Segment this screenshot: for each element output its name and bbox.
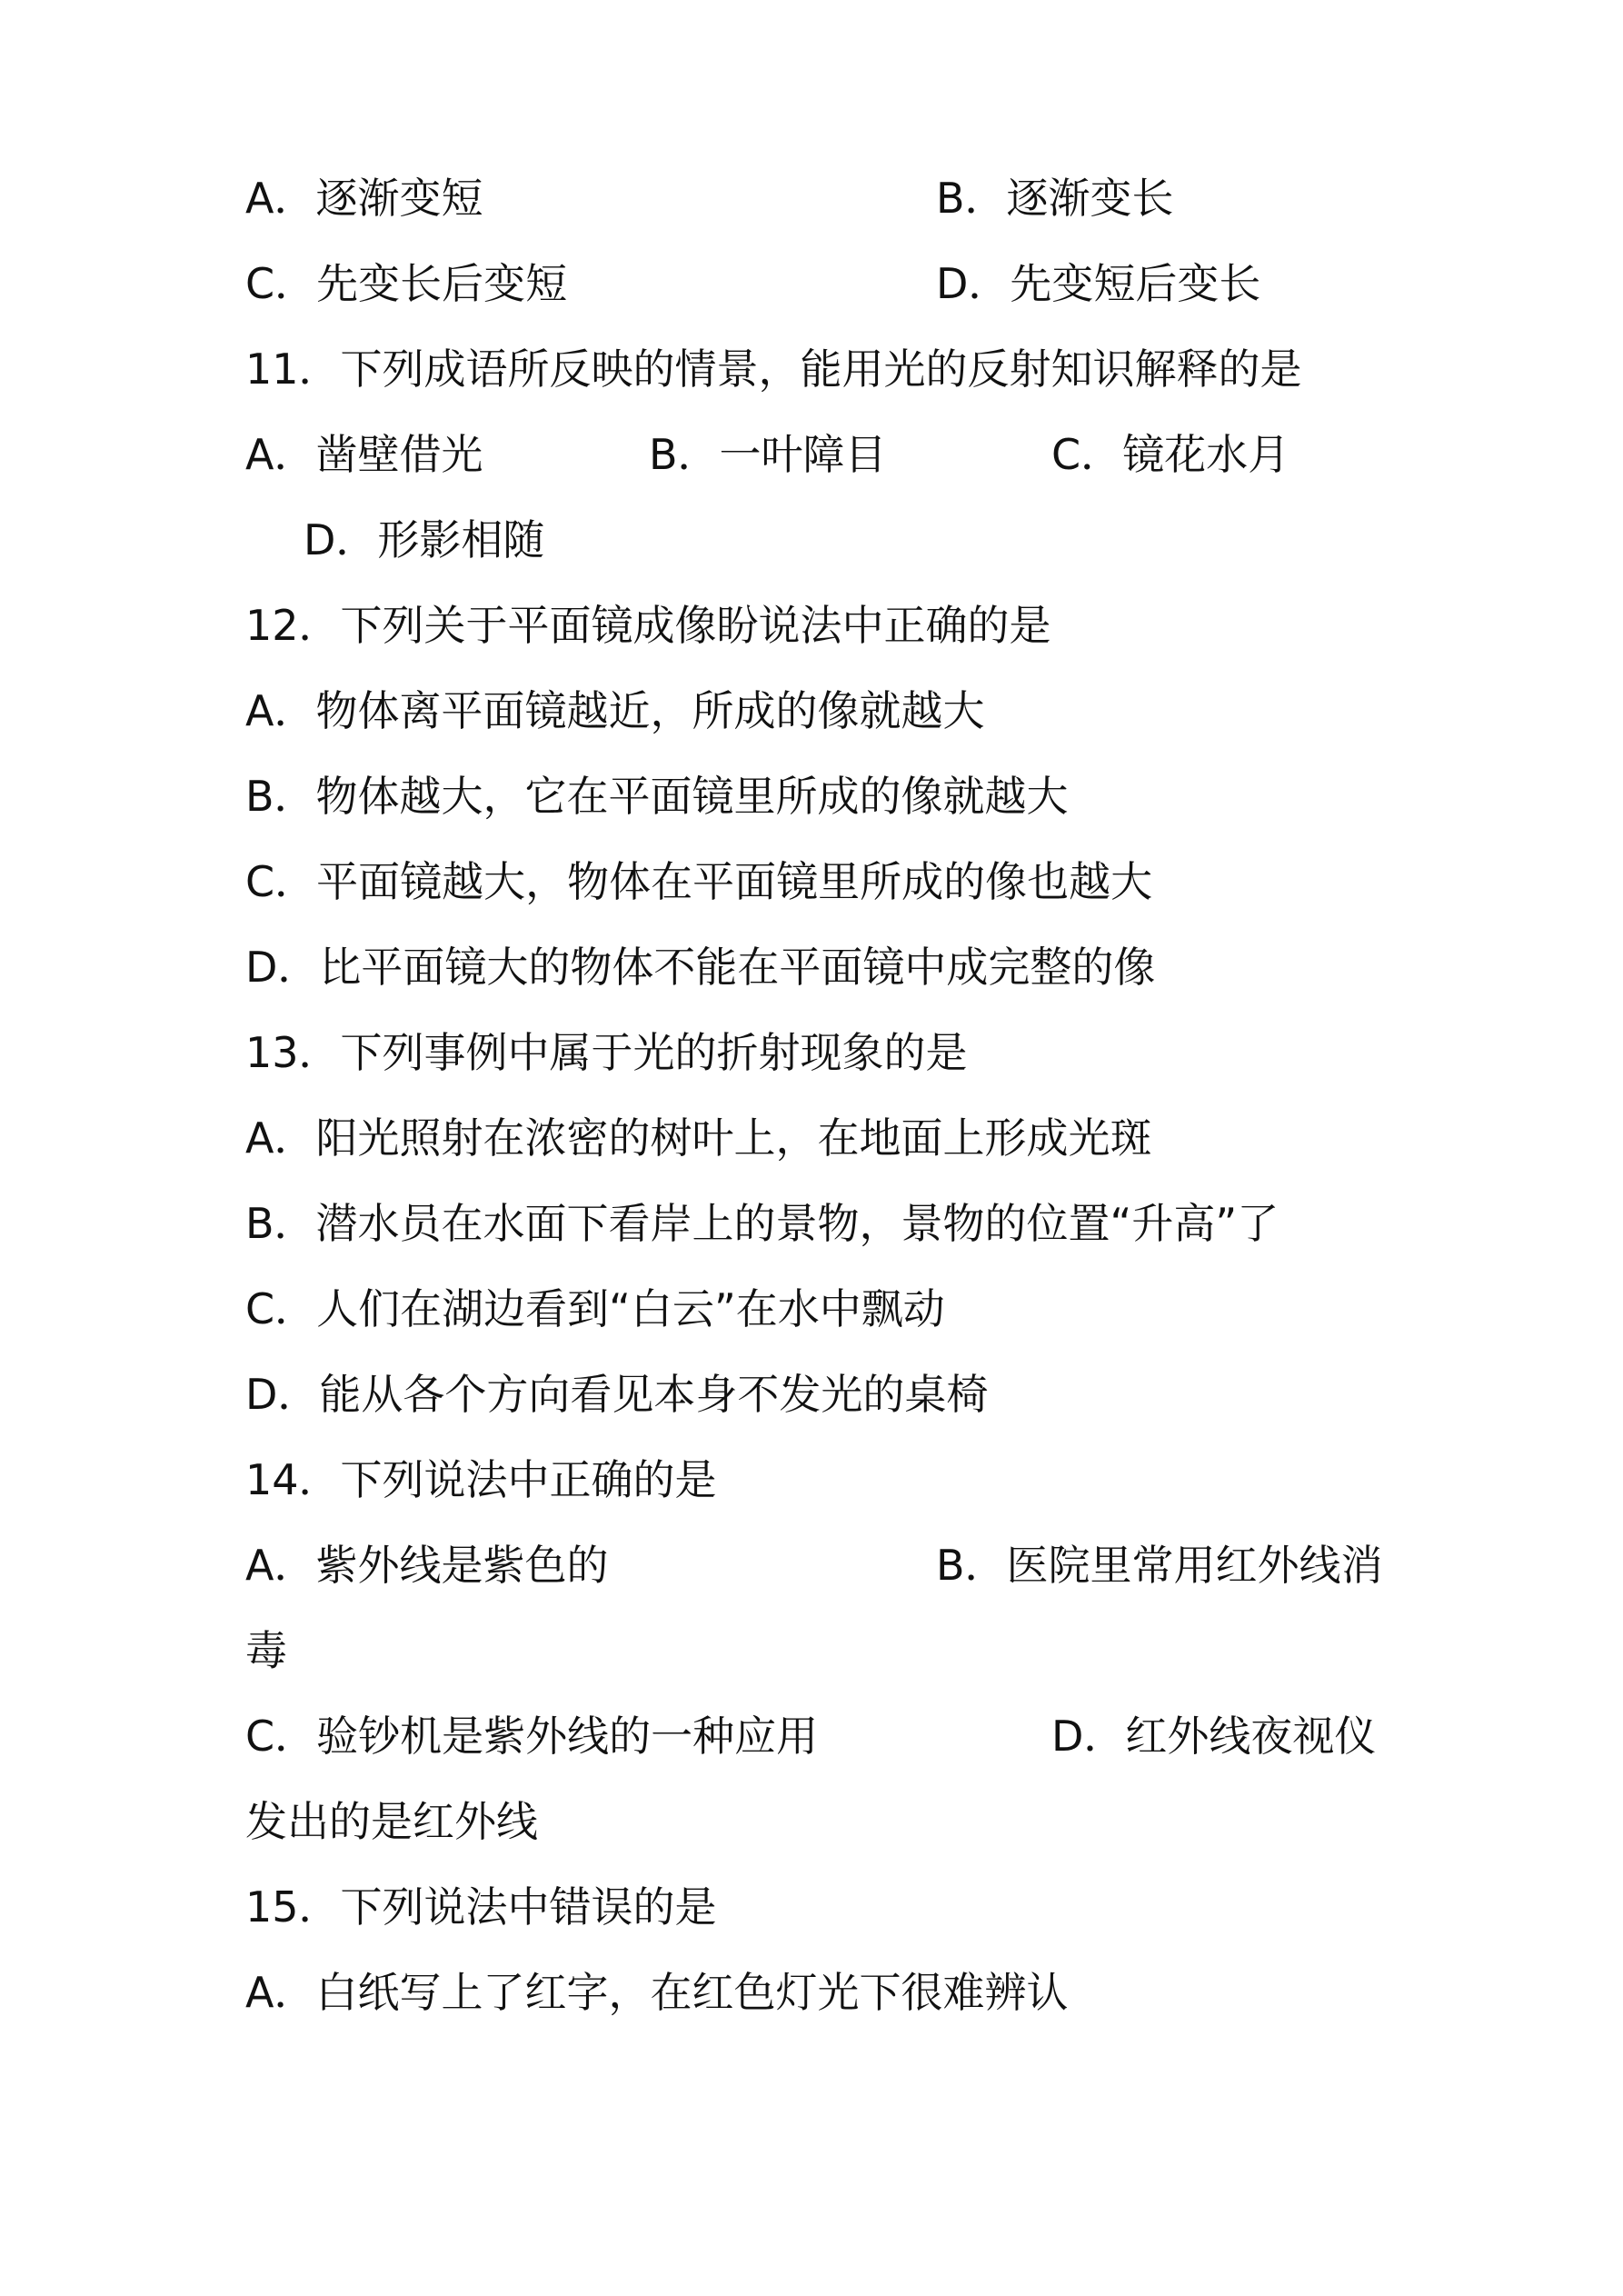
q14-option-b-continuation: 毒 <box>245 1626 287 1675</box>
q11-option-d: D．形影相随 <box>304 515 545 564</box>
q14-options-row-2 <box>0 1704 1623 1768</box>
q11-stem: 11．下列成语所反映的情景，能用光的反射知识解释的是 <box>245 344 1302 394</box>
q13-option-d: D．能从各个方向看见本身不发光的桌椅 <box>245 1370 989 1419</box>
q15-option-a: A．白纸写上了红字，在红色灯光下很难辨认 <box>245 1968 1069 2017</box>
q13-option-b: B．潜水员在水面下看岸上的景物，景物的位置“升高”了 <box>245 1199 1279 1248</box>
q13-stem: 13．下列事例中属于光的折射现象的是 <box>245 1028 968 1077</box>
q10-option-c: C．先变长后变短 <box>245 259 568 308</box>
q10-options-row-1 <box>0 166 1623 230</box>
q12-option-c: C．平面镜越大，物体在平面镜里所成的像也越大 <box>245 857 1153 906</box>
q14-stem: 14．下列说法中正确的是 <box>245 1455 717 1504</box>
q14-option-c: C．验钞机是紫外线的一种应用 <box>245 1712 819 1761</box>
q14-option-a: A．紫外线是紫色的 <box>245 1541 609 1590</box>
q12-option-b: B．物体越大，它在平面镜里所成的像就越大 <box>245 772 1069 821</box>
q14-option-b: B．医院里常用红外线消 <box>936 1541 1383 1590</box>
q15-stem: 15．下列说法中错误的是 <box>245 1882 717 1932</box>
q11-options-row-1 <box>0 423 1623 486</box>
q12-stem: 12．下列关于平面镜成像盼说法中正确的是 <box>245 601 1051 650</box>
q14-option-d-continuation: 发出的是红外线 <box>245 1797 538 1846</box>
q10-option-d: D．先变短后变长 <box>936 259 1261 308</box>
q11-option-a: A．凿壁借光 <box>245 430 483 479</box>
q14-options-row-1 <box>0 1533 1623 1597</box>
q11-option-c: C．镜花水月 <box>1051 430 1290 479</box>
q12-option-a: A．物体离平面镜越近，所成的像就越大 <box>245 686 985 735</box>
q10-option-b: B．逐渐变长 <box>936 174 1174 223</box>
q11-options-row-2 <box>0 508 1623 572</box>
q13-option-a: A．阳光照射在浓密的树叶上，在地面上形成光斑 <box>245 1113 1152 1163</box>
q10-options-row-2 <box>0 252 1623 315</box>
q11-option-b: B．一叶障目 <box>649 430 887 479</box>
q10-option-a: A．逐渐变短 <box>245 174 483 223</box>
q12-option-d: D．比平面镜大的物体不能在平面镜中成完整的像 <box>245 943 1156 992</box>
q14-option-d: D．红外线夜视仪 <box>1051 1712 1377 1761</box>
q13-option-c: C．人们在湖边看到“白云”在水中飘动 <box>245 1284 945 1333</box>
